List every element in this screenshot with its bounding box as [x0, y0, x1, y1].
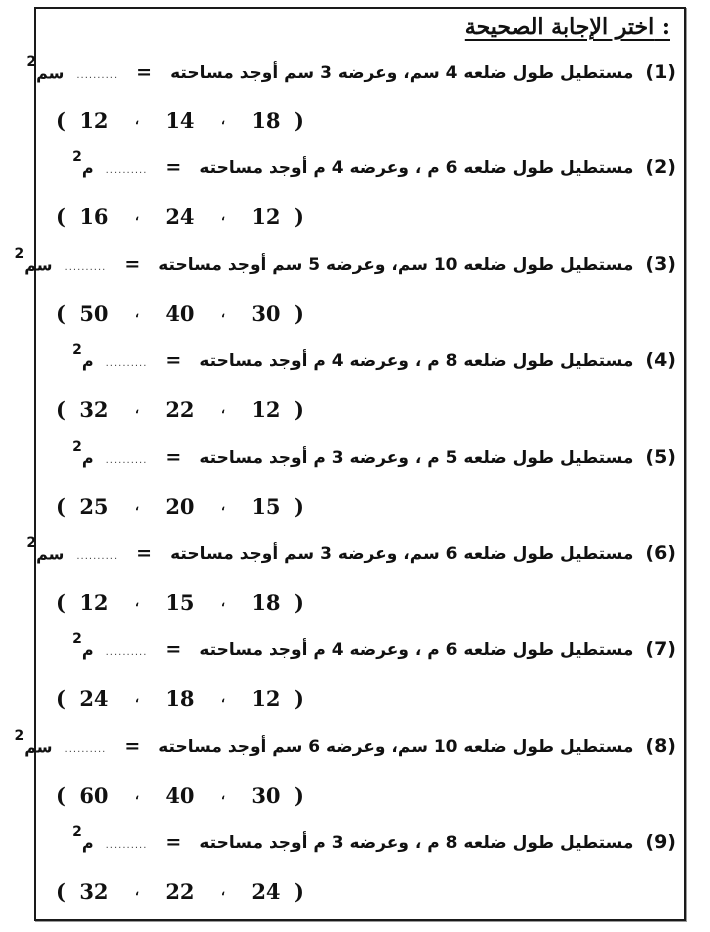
answer-blank[interactable]: ..........	[105, 840, 148, 852]
close-bracket: )	[293, 203, 304, 229]
area-unit	[71, 439, 94, 468]
unit-label: م	[81, 448, 94, 468]
choice-1[interactable]: 32	[79, 396, 109, 422]
question-line	[71, 342, 676, 372]
choice-separator: ،	[220, 401, 226, 417]
answer-choices-3	[50, 296, 310, 330]
equals-sign: =	[165, 446, 182, 469]
question-text: مستطيل طول ضلعه 10 سم، وعرضه 5 سم أوجد مساحته	[158, 255, 634, 276]
question-7	[50, 631, 676, 677]
answer-choices-4	[50, 392, 310, 426]
question-number: (4)	[645, 349, 676, 372]
unit-exponent: 2	[72, 439, 82, 455]
question-4	[50, 342, 676, 388]
choice-separator: ،	[220, 208, 226, 224]
unit-exponent: 2	[72, 631, 82, 647]
choice-1[interactable]: 60	[79, 782, 109, 808]
choice-separator: ،	[134, 305, 140, 321]
question-line	[71, 149, 676, 179]
question-line	[71, 631, 676, 661]
answer-blank[interactable]: ..........	[64, 744, 107, 756]
question-text: مستطيل طول ضلعه 8 م ، وعرضه 3 م أوجد مساحته	[199, 833, 634, 854]
question-line	[71, 439, 676, 469]
area-unit	[25, 535, 65, 564]
choice-2[interactable]: 22	[165, 878, 195, 904]
choice-separator: ،	[134, 112, 140, 128]
question-number: (9)	[645, 831, 676, 854]
open-bracket: (	[56, 396, 66, 422]
choice-1[interactable]: 25	[79, 493, 109, 519]
choice-1[interactable]: 24	[79, 685, 109, 711]
question-line	[25, 54, 676, 84]
open-bracket: (	[56, 685, 66, 711]
close-bracket: )	[293, 685, 304, 711]
question-8	[14, 728, 676, 774]
answer-choices-5	[50, 489, 310, 523]
answer-blank[interactable]: ..........	[105, 358, 148, 370]
equals-sign: =	[165, 349, 182, 372]
choice-2[interactable]: 40	[165, 300, 195, 326]
question-number: (3)	[645, 253, 676, 276]
choice-separator: ،	[134, 401, 140, 417]
unit-label: سم	[24, 255, 53, 275]
choice-1[interactable]: 16	[79, 203, 109, 229]
question-number: (5)	[645, 446, 676, 469]
question-number: (1)	[645, 61, 676, 84]
choice-separator: ،	[220, 305, 226, 321]
answer-blank[interactable]: ..........	[105, 455, 148, 467]
choice-3[interactable]: 12	[251, 685, 281, 711]
unit-exponent: 2	[72, 342, 82, 358]
choice-1[interactable]: 50	[79, 300, 109, 326]
question-text: مستطيل طول ضلعه 8 م ، وعرضه 4 م أوجد مساحته	[199, 351, 634, 372]
answer-blank[interactable]: ..........	[105, 647, 148, 659]
question-line	[14, 728, 677, 758]
equals-sign: =	[136, 542, 153, 565]
choice-1[interactable]: 12	[79, 589, 109, 615]
choice-separator: ،	[220, 883, 226, 899]
worksheet-title: اختر الإجابة الصحيحة :	[464, 14, 670, 40]
equals-sign: =	[136, 61, 153, 84]
unit-exponent: 2	[72, 149, 82, 165]
close-bracket: )	[293, 878, 304, 904]
choice-1[interactable]: 12	[79, 107, 109, 133]
choice-3[interactable]: 12	[251, 396, 281, 422]
question-9	[50, 824, 676, 870]
open-bracket: (	[56, 107, 66, 133]
question-5	[50, 439, 676, 485]
open-bracket: (	[56, 589, 66, 615]
choice-3[interactable]: 18	[251, 107, 281, 133]
unit-label: سم	[36, 544, 65, 564]
choice-separator: ،	[220, 498, 226, 514]
area-unit	[71, 342, 94, 371]
open-bracket: (	[56, 300, 66, 326]
unit-exponent: 2	[72, 824, 82, 840]
area-unit	[14, 728, 53, 757]
choice-separator: ،	[134, 883, 140, 899]
equals-sign: =	[165, 831, 182, 854]
choice-2[interactable]: 22	[165, 396, 195, 422]
choice-2[interactable]: 18	[165, 685, 195, 711]
question-text: مستطيل طول ضلعه 10 سم، وعرضه 6 سم أوجد مساحته	[158, 737, 634, 758]
area-unit	[14, 246, 53, 275]
choice-separator: ،	[134, 787, 140, 803]
unit-label: م	[81, 640, 94, 660]
choice-separator: ،	[220, 690, 226, 706]
close-bracket: )	[293, 107, 304, 133]
question-2	[50, 149, 676, 195]
question-1	[26, 54, 676, 100]
unit-label: سم	[36, 63, 65, 83]
answer-choices-1	[50, 103, 310, 137]
question-line	[14, 246, 677, 276]
choice-3[interactable]: 30	[251, 782, 281, 808]
answer-blank[interactable]: ..........	[76, 70, 119, 82]
answer-choices-7	[50, 681, 310, 715]
question-number: (8)	[645, 735, 676, 758]
close-bracket: )	[293, 300, 304, 326]
area-unit	[71, 631, 94, 660]
question-text: مستطيل طول ضلعه 5 م ، وعرضه 3 م أوجد مساحته	[199, 448, 634, 469]
question-number: (7)	[645, 638, 676, 661]
area-unit	[71, 824, 94, 853]
choice-2[interactable]: 20	[165, 493, 195, 519]
choice-3[interactable]: 30	[251, 300, 281, 326]
question-number: (6)	[645, 542, 676, 565]
area-unit	[71, 149, 94, 178]
answer-blank[interactable]: ..........	[76, 551, 119, 563]
choice-3[interactable]: 12	[251, 203, 281, 229]
question-text: مستطيل طول ضلعه 6 سم، وعرضه 3 سم أوجد مساحته	[170, 544, 634, 565]
unit-exponent: 2	[14, 246, 25, 262]
choice-2[interactable]: 40	[165, 782, 195, 808]
answer-choices-6	[50, 585, 310, 619]
equals-sign: =	[124, 735, 141, 758]
answer-choices-8	[50, 778, 310, 812]
choice-1[interactable]: 32	[79, 878, 109, 904]
choice-separator: ،	[134, 594, 140, 610]
choice-separator: ،	[220, 787, 226, 803]
choice-2[interactable]: 15	[165, 589, 195, 615]
question-line	[25, 535, 676, 565]
close-bracket: )	[293, 782, 304, 808]
choice-2[interactable]: 14	[165, 107, 195, 133]
question-line	[71, 824, 676, 854]
choice-separator: ،	[220, 594, 226, 610]
equals-sign: =	[124, 253, 141, 276]
question-text: مستطيل طول ضلعه 4 سم، وعرضه 3 سم أوجد مساحته	[170, 63, 634, 84]
close-bracket: )	[293, 396, 304, 422]
unit-label: م	[81, 351, 94, 371]
choice-separator: ،	[220, 112, 226, 128]
unit-exponent: 2	[14, 728, 25, 744]
choice-3[interactable]: 18	[251, 589, 281, 615]
choice-3[interactable]: 15	[251, 493, 281, 519]
close-bracket: )	[293, 589, 304, 615]
answer-blank[interactable]: ..........	[105, 165, 148, 177]
unit-exponent: 2	[26, 535, 37, 551]
equals-sign: =	[165, 638, 182, 661]
open-bracket: (	[56, 493, 66, 519]
unit-label: م	[81, 158, 94, 178]
open-bracket: (	[56, 878, 66, 904]
choice-separator: ،	[134, 690, 140, 706]
answer-choices-2	[50, 199, 310, 233]
question-number: (2)	[645, 156, 676, 179]
open-bracket: (	[56, 782, 66, 808]
choice-2[interactable]: 24	[165, 203, 195, 229]
choice-3[interactable]: 24	[251, 878, 281, 904]
question-3	[14, 246, 676, 292]
unit-exponent: 2	[26, 54, 37, 70]
unit-label: سم	[24, 737, 53, 757]
area-unit	[25, 54, 65, 83]
open-bracket: (	[56, 203, 66, 229]
close-bracket: )	[293, 493, 304, 519]
question-6	[26, 535, 676, 581]
answer-choices-9	[50, 874, 310, 908]
answer-blank[interactable]: ..........	[64, 262, 107, 274]
question-text: مستطيل طول ضلعه 6 م ، وعرضه 4 م أوجد مساحته	[199, 158, 634, 179]
unit-label: م	[81, 833, 94, 853]
question-text: مستطيل طول ضلعه 6 م ، وعرضه 4 م أوجد مساحته	[199, 640, 634, 661]
choice-separator: ،	[134, 208, 140, 224]
choice-separator: ،	[134, 498, 140, 514]
equals-sign: =	[165, 156, 182, 179]
